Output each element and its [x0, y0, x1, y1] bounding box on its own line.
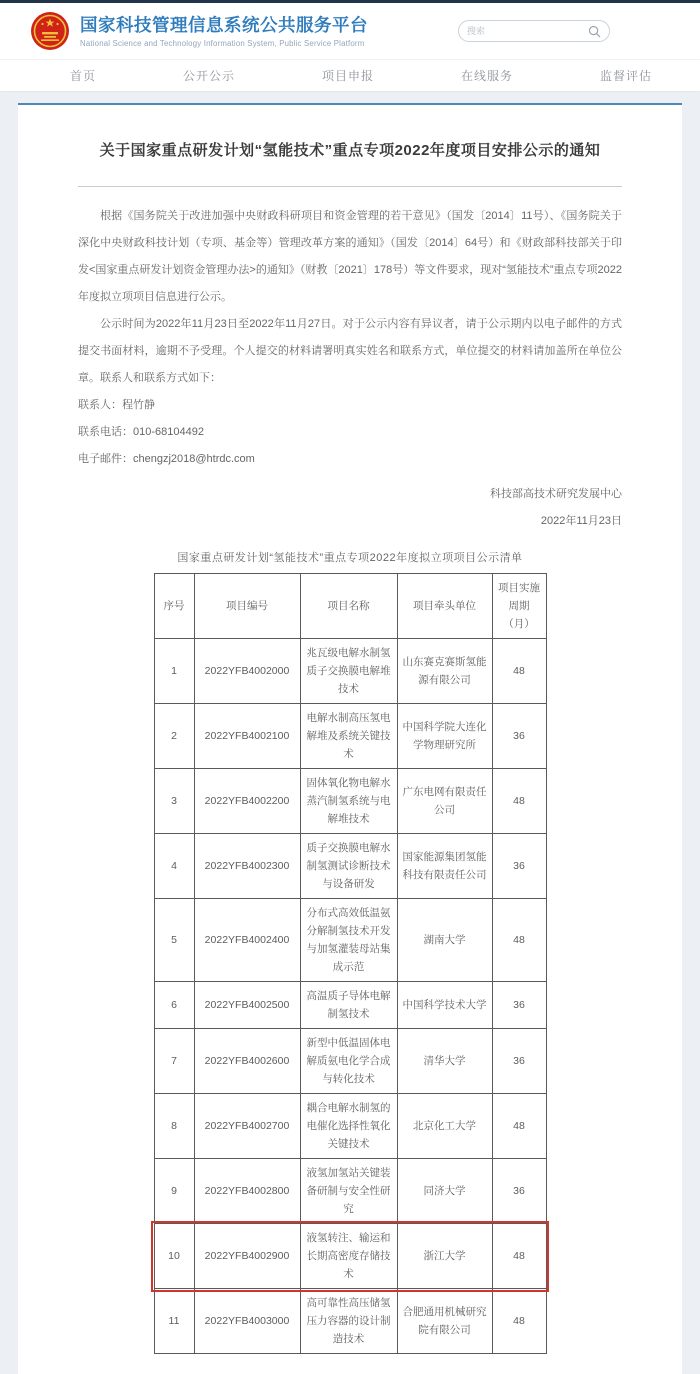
- table-cell: 分布式高效低温氨分解制氢技术开发与加氢灌装母站集成示范: [300, 899, 397, 982]
- col-header-cycle: 项目实施周期（月）: [492, 574, 546, 639]
- table-cell: 中国科学院大连化学物理研究所: [397, 704, 492, 769]
- table-cell: 2022YFB4002600: [194, 1029, 300, 1094]
- table-row: [154, 1289, 546, 1354]
- search-box[interactable]: [458, 20, 610, 42]
- notice-card: [18, 103, 682, 1374]
- table-cell: 高可靠性高压储氢压力容器的设计制造技术: [300, 1289, 397, 1354]
- signature-org: 科技部高技术研究发展中心: [490, 488, 622, 500]
- project-table-body: [154, 639, 546, 1354]
- contact-person-line: 联系人：程竹静: [78, 399, 155, 411]
- brand-block: [80, 15, 458, 48]
- table-header-row: [154, 574, 546, 639]
- table-cell: 2022YFB4002800: [194, 1159, 300, 1224]
- site-subtitle: National Science and Technology Information System, Public Service Platform: [80, 38, 365, 48]
- table-cell: 48: [492, 639, 546, 704]
- table-cell: 11: [154, 1289, 194, 1354]
- table-cell: 2: [154, 704, 194, 769]
- table-cell: 1: [154, 639, 194, 704]
- contact-phone-line: 联系电话：010-68104492: [78, 426, 204, 438]
- table-row: [154, 704, 546, 769]
- table-cell: 2022YFB4002000: [194, 639, 300, 704]
- table-cell: 2022YFB4002300: [194, 834, 300, 899]
- table-row: [154, 982, 546, 1029]
- nav-item-home[interactable]: 首页: [70, 69, 97, 83]
- table-cell: 48: [492, 899, 546, 982]
- table-cell: 48: [492, 769, 546, 834]
- table-row: [154, 1029, 546, 1094]
- table-cell: 2022YFB4002200: [194, 769, 300, 834]
- col-header-lead-org: 项目牵头单位: [397, 574, 492, 639]
- table-row: [154, 639, 546, 704]
- site-header: [0, 3, 700, 59]
- table-cell: 5: [154, 899, 194, 982]
- table-cell: 电解水制高压氢电解堆及系统关键技术: [300, 704, 397, 769]
- table-row: [154, 1224, 546, 1289]
- table-cell: 6: [154, 982, 194, 1029]
- table-cell: 液氢转注、输运和长期高密度存储技术: [300, 1224, 397, 1289]
- table-cell: 清华大学: [397, 1029, 492, 1094]
- notice-paragraph: 公示时间为2022年11月23日至2022年11月27日。对于公示内容有异议者，请于公示期内以电子邮件的方式提交书面材料，逾期不予受理。个人提交的材料请署明真实姓名和联系方式，单位提交的材料请加盖所在单位公章。联系人和联系方式如下：: [78, 318, 622, 384]
- table-cell: 质子交换膜电解水制氢测试诊断技术与设备研发: [300, 834, 397, 899]
- table-row: [154, 1159, 546, 1224]
- table-cell: 36: [492, 704, 546, 769]
- site-title: 国家科技管理信息系统公共服务平台: [80, 14, 368, 35]
- table-cell: 浙江大学: [397, 1224, 492, 1289]
- notice-paragraph: 根据《国务院关于改进加强中央财政科研项目和资金管理的若干意见》（国发〔2014〕11号）、《国务院关于深化中央财政科技计划（专项、基金等）管理改革方案的通知》（国发〔2014〕64号）和《财政部科技部关于印发<国家重点研发计划资金管理办法>的通知》（财教〔2021〕178号）等文件要求，现对“氢能技术”重点专项2022年度拟立项项目信息进行公示。: [78, 210, 622, 303]
- table-cell: 48: [492, 1094, 546, 1159]
- table-cell: 耦合电解水制氢的电催化选择性氧化关键技术: [300, 1094, 397, 1159]
- table-cell: 36: [492, 982, 546, 1029]
- table-cell: 48: [492, 1224, 546, 1289]
- national-emblem-logo: [30, 11, 70, 51]
- table-row: [154, 1094, 546, 1159]
- table-cell: 4: [154, 834, 194, 899]
- table-cell: 广东电网有限责任公司: [397, 769, 492, 834]
- contact-email-line: 电子邮件：chengzj2018@htrdc.com: [78, 453, 255, 465]
- col-header-index: 序号: [154, 574, 194, 639]
- table-cell: 9: [154, 1159, 194, 1224]
- search-input[interactable]: [467, 26, 588, 36]
- nav-item-supervision[interactable]: 监督评估: [599, 69, 652, 83]
- table-cell: 2022YFB4002700: [194, 1094, 300, 1159]
- nav-item-online-services[interactable]: 在线服务: [460, 69, 513, 83]
- table-cell: 2022YFB4002100: [194, 704, 300, 769]
- table-row: [154, 769, 546, 834]
- col-header-project-name: 项目名称: [300, 574, 397, 639]
- project-table: [154, 573, 547, 1354]
- table-cell: 36: [492, 1029, 546, 1094]
- signature-block: [78, 481, 622, 535]
- table-cell: 湖南大学: [397, 899, 492, 982]
- table-cell: 7: [154, 1029, 194, 1094]
- notice-body: [18, 203, 682, 535]
- table-cell: 山东赛克赛斯氢能源有限公司: [397, 639, 492, 704]
- main-nav: [0, 59, 700, 91]
- table-cell: 36: [492, 834, 546, 899]
- table-row: [154, 834, 546, 899]
- table-caption: 国家重点研发计划“氢能技术”重点专项2022年度拟立项项目公示清单: [177, 552, 523, 564]
- table-cell: 2022YFB4002900: [194, 1224, 300, 1289]
- notice-title: 关于国家重点研发计划“氢能技术”重点专项2022年度项目安排公示的通知: [99, 142, 601, 159]
- table-cell: 液氢加氢站关键装备研制与安全性研究: [300, 1159, 397, 1224]
- table-cell: 高温质子导体电解制氢技术: [300, 982, 397, 1029]
- table-cell: 2022YFB4003000: [194, 1289, 300, 1354]
- col-header-project-code: 项目编号: [194, 574, 300, 639]
- table-cell: 8: [154, 1094, 194, 1159]
- table-cell: 36: [492, 1159, 546, 1224]
- table-cell: 2022YFB4002500: [194, 982, 300, 1029]
- table-cell: 国家能源集团氢能科技有限责任公司: [397, 834, 492, 899]
- table-cell: 2022YFB4002400: [194, 899, 300, 982]
- table-cell: 新型中低温固体电解质氨电化学合成与转化技术: [300, 1029, 397, 1094]
- table-cell: 合肥通用机械研究院有限公司: [397, 1289, 492, 1354]
- table-cell: 10: [154, 1224, 194, 1289]
- table-cell: 中国科学技术大学: [397, 982, 492, 1029]
- search-icon[interactable]: [588, 25, 601, 38]
- signature-date: 2022年11月23日: [540, 515, 622, 527]
- table-cell: 3: [154, 769, 194, 834]
- title-divider: [78, 186, 622, 187]
- table-cell: 北京化工大学: [397, 1094, 492, 1159]
- table-row: [154, 899, 546, 982]
- table-cell: 同济大学: [397, 1159, 492, 1224]
- nav-item-public-notice[interactable]: 公开公示: [182, 69, 235, 83]
- table-cell: 固体氧化物电解水蒸汽制氢系统与电解堆技术: [300, 769, 397, 834]
- table-cell: 兆瓦级电解水制氢质子交换膜电解堆技术: [300, 639, 397, 704]
- nav-item-project-application[interactable]: 项目申报: [321, 69, 374, 83]
- table-cell: 48: [492, 1289, 546, 1354]
